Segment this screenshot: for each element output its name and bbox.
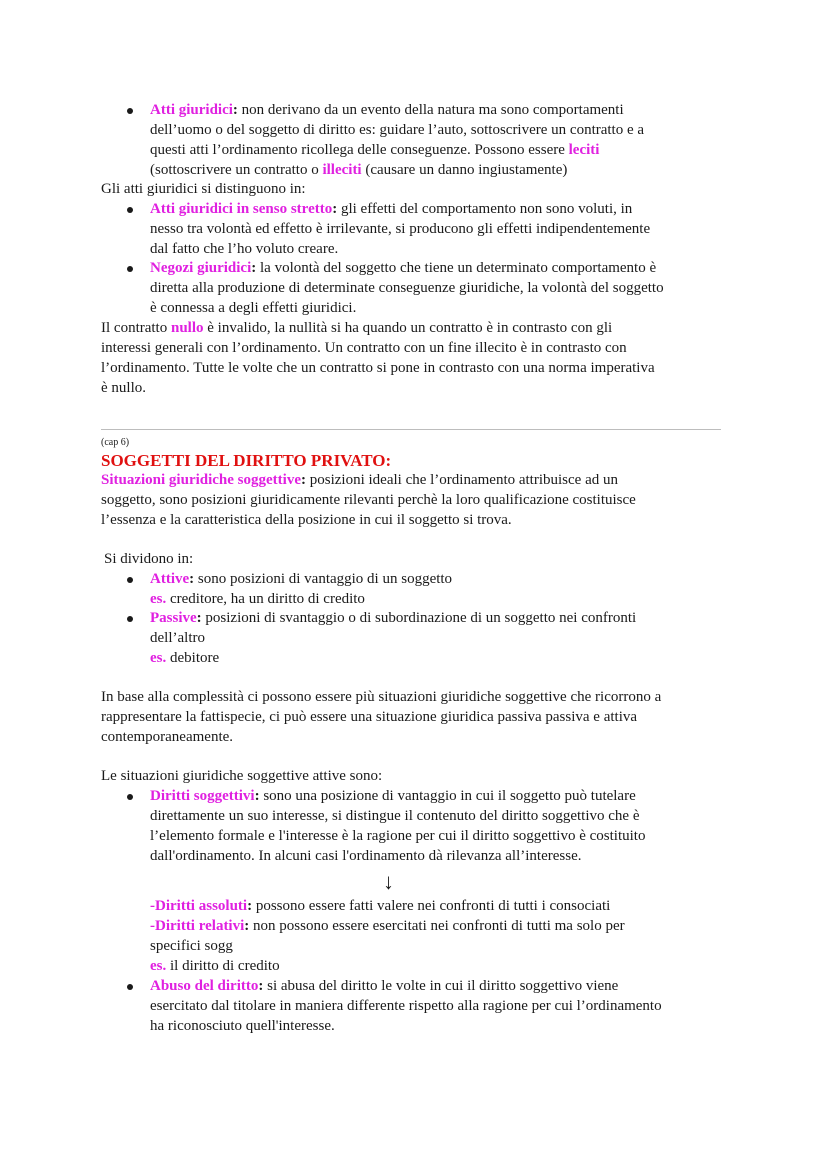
senso-stretto-term: Atti giuridici in senso stretto — [150, 201, 333, 217]
atti-giuridici-line-1 — [150, 101, 624, 121]
colon: : — [254, 788, 260, 804]
diritti-assoluti-term: -Diritti assoluti — [150, 898, 248, 914]
attive-term: Attive — [150, 571, 190, 587]
bullet-icon — [127, 616, 133, 622]
dividono-paragraph: Si dividono in: — [104, 551, 194, 567]
colon: : — [247, 898, 253, 914]
negozi-line-2: diretta alla produzione di determinate conseguenze giuridiche, la volontà del soggetto — [150, 280, 664, 296]
colon: : — [196, 610, 202, 626]
nullo-line-3: l’ordinamento. Tutte le volte che un contratto si pone in contrasto con una norma imperativa — [101, 360, 655, 376]
text: posizioni di svantaggio o di subordinazione di un soggetto nei confronti — [201, 610, 637, 626]
text: (sottoscrivere un contratto o — [150, 162, 323, 178]
senso-stretto-line-2: nesso tra volontà ed effetto è irrilevante, si producono gli effetti indipendentemente — [150, 221, 651, 237]
diritti-soggettivi-term: Diritti soggettivi — [150, 788, 255, 804]
text: (causare un danno ingiustamente) — [361, 162, 568, 178]
complessita-line-2: rappresentare la fattispecie, ci può essere una situazione giuridica passiva passiva e attiva — [101, 709, 638, 725]
text: Il contratto — [101, 320, 171, 336]
situazioni-line-2: soggetto, sono posizioni giuridicamente rilevanti perchè la loro qualificazione costituisce — [101, 492, 636, 508]
negozi-line-1 — [150, 259, 656, 279]
colon: : — [332, 201, 338, 217]
colon: : — [244, 918, 250, 934]
leciti-term: leciti — [568, 142, 600, 158]
passive-example — [150, 649, 219, 669]
text: questi atti l’ordinamento ricollega delle conseguenze. Possono essere — [150, 142, 569, 158]
text: la volontà del soggetto che tiene un determinato comportamento è — [256, 260, 657, 276]
diritti-assoluti-line — [150, 897, 610, 917]
nullo-line-2: interessi generali con l’ordinamento. Un contratto con un fine illecito è in contrasto con — [101, 340, 627, 356]
diritti-line-2: direttamente un suo interesse, si distingue il contenuto del diritto soggettivo che è — [150, 808, 640, 824]
colon: : — [232, 102, 238, 118]
text: possono essere fatti valere nei confronti di tutti i consociati — [252, 898, 611, 914]
passive-line-1 — [150, 609, 636, 629]
senso-stretto-line-1 — [150, 200, 632, 220]
es-label: es. — [150, 958, 167, 974]
situazioni-line-1 — [101, 471, 618, 491]
colon: : — [301, 472, 306, 488]
abuso-line-1 — [150, 977, 618, 997]
complessita-line-1: In base alla complessità ci possono essere più situazioni giuridiche soggettive che ricorrono a — [101, 689, 662, 705]
bullet-icon — [127, 266, 133, 272]
attive-line-1 — [150, 570, 452, 590]
passive-term: Passive — [150, 610, 197, 626]
atti-giuridici-line-4 — [150, 161, 567, 181]
atti-giuridici-term: Atti giuridici — [150, 102, 233, 118]
negozi-line-3: è connessa a degli effetti giuridici. — [150, 300, 357, 316]
text: non derivano da un evento della natura ma sono comportamenti — [237, 102, 624, 118]
attive-sono-paragraph: Le situazioni giuridiche soggettive attive sono: — [101, 768, 383, 784]
abuso-line-2: esercitato dal titolare in maniera differente rispetto alla ragione per cui l’ordinamento — [150, 998, 662, 1014]
passive-line-2: dell’altro — [150, 630, 205, 646]
bullet-icon — [127, 984, 133, 990]
abuso-line-3: ha riconosciuto quell'interesse. — [150, 1018, 335, 1034]
nullo-line-1 — [101, 319, 612, 339]
text: gli effetti del comportamento non sono voluti, in — [337, 201, 633, 217]
colon: : — [251, 260, 257, 276]
text: sono una posizione di vantaggio in cui il soggetto può tutelare — [259, 788, 636, 804]
distinguono-paragraph: Gli atti giuridici si distinguono in: — [101, 181, 306, 197]
situazioni-term: Situazioni giuridiche soggettive — [101, 472, 301, 488]
abuso-term: Abuso del diritto — [150, 978, 259, 994]
text: creditore, ha un diritto di credito — [166, 591, 365, 607]
complessita-line-3: contemporaneamente. — [101, 729, 234, 745]
senso-stretto-line-3: dal fatto che l’ho voluto creare. — [150, 241, 339, 257]
diritti-relativi-term: -Diritti relativi — [150, 918, 245, 934]
es-label: es. — [150, 591, 167, 607]
bullet-icon — [127, 207, 133, 213]
text: è invalido, la nullità si ha quando un contratto è in contrasto con gli — [203, 320, 613, 336]
bullet-icon — [127, 108, 133, 114]
down-arrow-icon: ↓ — [383, 869, 394, 894]
text: si abusa del diritto le volte in cui il diritto soggettivo viene — [263, 978, 619, 994]
nullo-term: nullo — [170, 320, 204, 336]
atti-giuridici-line-2: dell’uomo o del soggetto di diritto es: guidare l’auto, sottoscrivere un contratto e a — [150, 122, 645, 138]
text: sono posizioni di vantaggio di un soggetto — [194, 571, 453, 587]
bullet-icon — [127, 577, 133, 583]
colon: : — [258, 978, 264, 994]
diritti-relativi-line — [150, 917, 625, 937]
section-title: SOGGETTI DEL DIRITTO PRIVATO: — [101, 451, 392, 470]
colon: : — [189, 571, 195, 587]
illeciti-term: illeciti — [322, 162, 362, 178]
nullo-line-4: è nullo. — [101, 380, 146, 396]
attive-example — [150, 590, 365, 610]
situazioni-line-3: l’essenza e la caratteristica della posizione in cui il soggetto si trova. — [101, 512, 512, 528]
text: posizioni ideali che l’ordinamento attribuisce ad un — [306, 472, 618, 488]
diritti-relativi-line-2: specifici sogg — [150, 938, 233, 954]
horizontal-divider — [101, 429, 721, 430]
diritti-line-4: dall'ordinamento. In alcuni casi l'ordinamento dà rilevanza all’interesse. — [150, 848, 582, 864]
es-label: es. — [150, 650, 167, 666]
bullet-icon — [127, 794, 133, 800]
text: debitore — [166, 650, 220, 666]
text: il diritto di credito — [166, 958, 280, 974]
negozi-term: Negozi giuridici — [150, 260, 252, 276]
diritti-line-1 — [150, 787, 636, 807]
chapter-label: (cap 6) — [101, 437, 130, 448]
atti-giuridici-line-3 — [150, 141, 599, 161]
diritti-line-3: l’elemento formale e l'interesse è la ragione per cui il diritto soggettivo è costituito — [150, 828, 646, 844]
text: non possono essere esercitati nei confronti di tutti ma solo per — [249, 918, 625, 934]
diritti-example — [150, 957, 280, 977]
